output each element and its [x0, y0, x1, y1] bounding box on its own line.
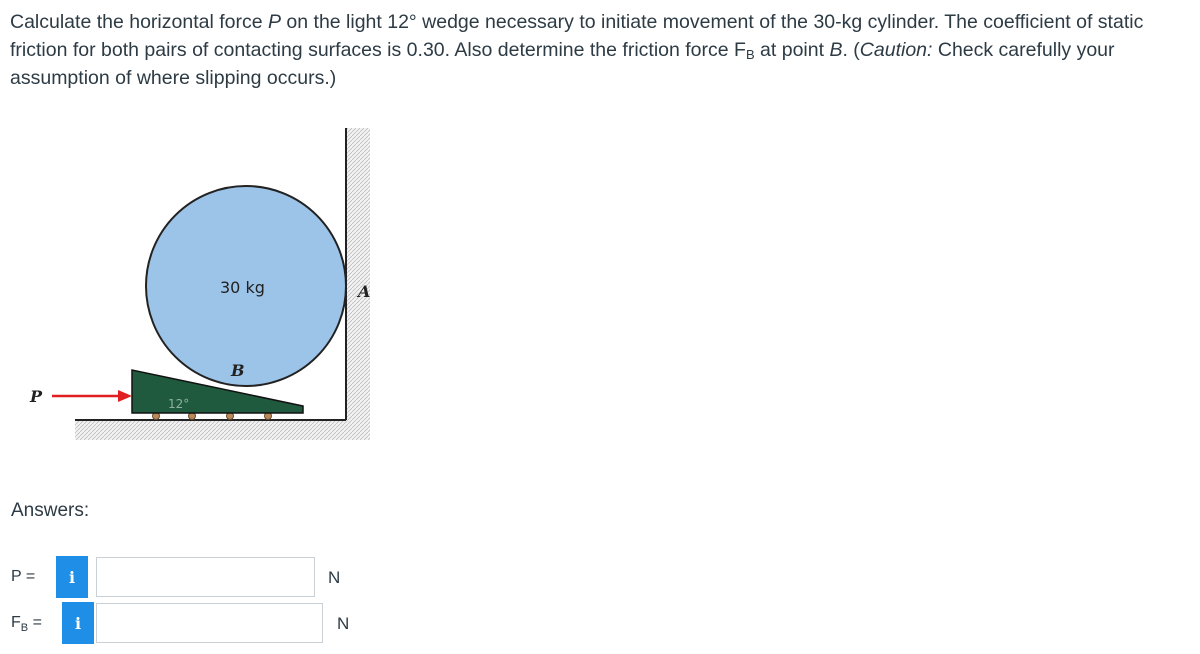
unit-label-p: N: [328, 568, 341, 587]
wall-hatching: [346, 128, 370, 428]
unit-label-fb: N: [337, 614, 350, 633]
force-arrowhead: [118, 390, 132, 402]
point-b-label: B: [231, 361, 245, 380]
wedge-cylinder-diagram: [20, 118, 380, 448]
angle-label: 12°: [168, 397, 190, 411]
info-icon[interactable]: i: [56, 556, 88, 598]
ground-hatching: [75, 420, 370, 440]
problem-statement: Calculate the horizontal force P on the light 12° wedge necessary to initiate movement of the 30-kg cylinder. The coefficient of static friction for both pairs of contacting surfaces is 0.30. Also determine the friction force $F_B$ at point B. (Caution: Check carefully your assumption of where slipping occurs.): [10, 11, 1144, 89]
info-icon[interactable]: i: [62, 602, 94, 644]
answer-label-fb: $F_B$ =: [11, 614, 42, 635]
answer-input-fb[interactable]: [96, 603, 323, 643]
problem-figure: [20, 118, 380, 453]
mass-label: 30 kg: [220, 278, 265, 297]
force-p-label: P: [30, 387, 43, 406]
answer-label-p: P =: [11, 568, 36, 585]
answer-input-p[interactable]: [96, 557, 315, 597]
answers-heading: Answers:: [11, 500, 90, 521]
point-a-label: A: [358, 282, 371, 301]
